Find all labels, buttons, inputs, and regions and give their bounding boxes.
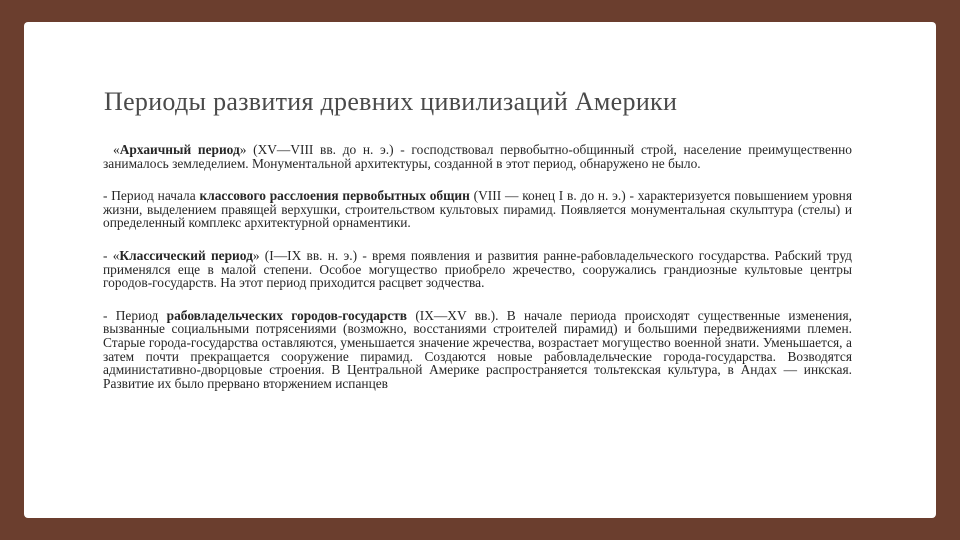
paragraph-prefix: - Период начала [103,188,200,204]
slide-body [103,143,852,409]
slide-frame [24,22,936,518]
paragraph-city-states [103,309,852,391]
paragraph-text: » (XV—VIII вв. до н. э.) - господствовал первобытно-общинный строй, население преимущественно занималось земледелием. Монументальной архитектуры, созданной в этот период, обнаружено не было. [103,142,852,171]
paragraph-term: классового расслоения первобытных общин [199,188,470,204]
paragraph-term: Архаичный период [119,142,240,157]
paragraph-prefix: - Период [103,307,167,323]
paragraph-text: (IX—XV вв.). В начале периода происходят существенные изменения, вызванные социальными потрясениями (возможно, восстаниями строителей пирамид) и большими передвижениями племен. Старые города-государства оставляются, уменьшается значение жречества, возрастает могущество военной знати. Уменьшается, а затем почти прекращается сооружение пирамид. Создаются новые рабовладельческие города-государства. Возводятся администативно-дворцовые строения. В Центральной Америке распространяется тольтекская культура, в Андах — инкская. Развитие их было прервано вторжением испанцев [103,307,852,391]
paragraph-term: рабовладельческих городов-государств [166,307,408,323]
paragraph-class-stratification [103,189,852,230]
paragraph-classic [103,249,852,290]
paragraph-prefix: - « [103,247,120,263]
paragraph-text: (VIII — конец I в. до н. э.) - характеризуется повышением уровня жизни, выделением правящей верхушки, строительством культовых пирамид. Появляется монументальная скульптура (стелы) и определенный комплекс архитектурной орнаментики. [103,188,852,231]
paragraph-prefix: « [113,142,120,157]
paragraph-text: » (I—IX вв. н. э.) - время появления и развития ранне-рабовладельческого государства. Рабский труд применялся еще в малой степени. Особое могущество приобрело жречество, сооружались грандиозные культовые центры городов-государств. На этот период приходится расцвет зодчества. [103,247,852,291]
paragraph-archaic [103,143,852,170]
slide-title: Периоды развития древних цивилизаций Америки [104,87,678,116]
paragraph-term: Классический период [119,247,253,263]
